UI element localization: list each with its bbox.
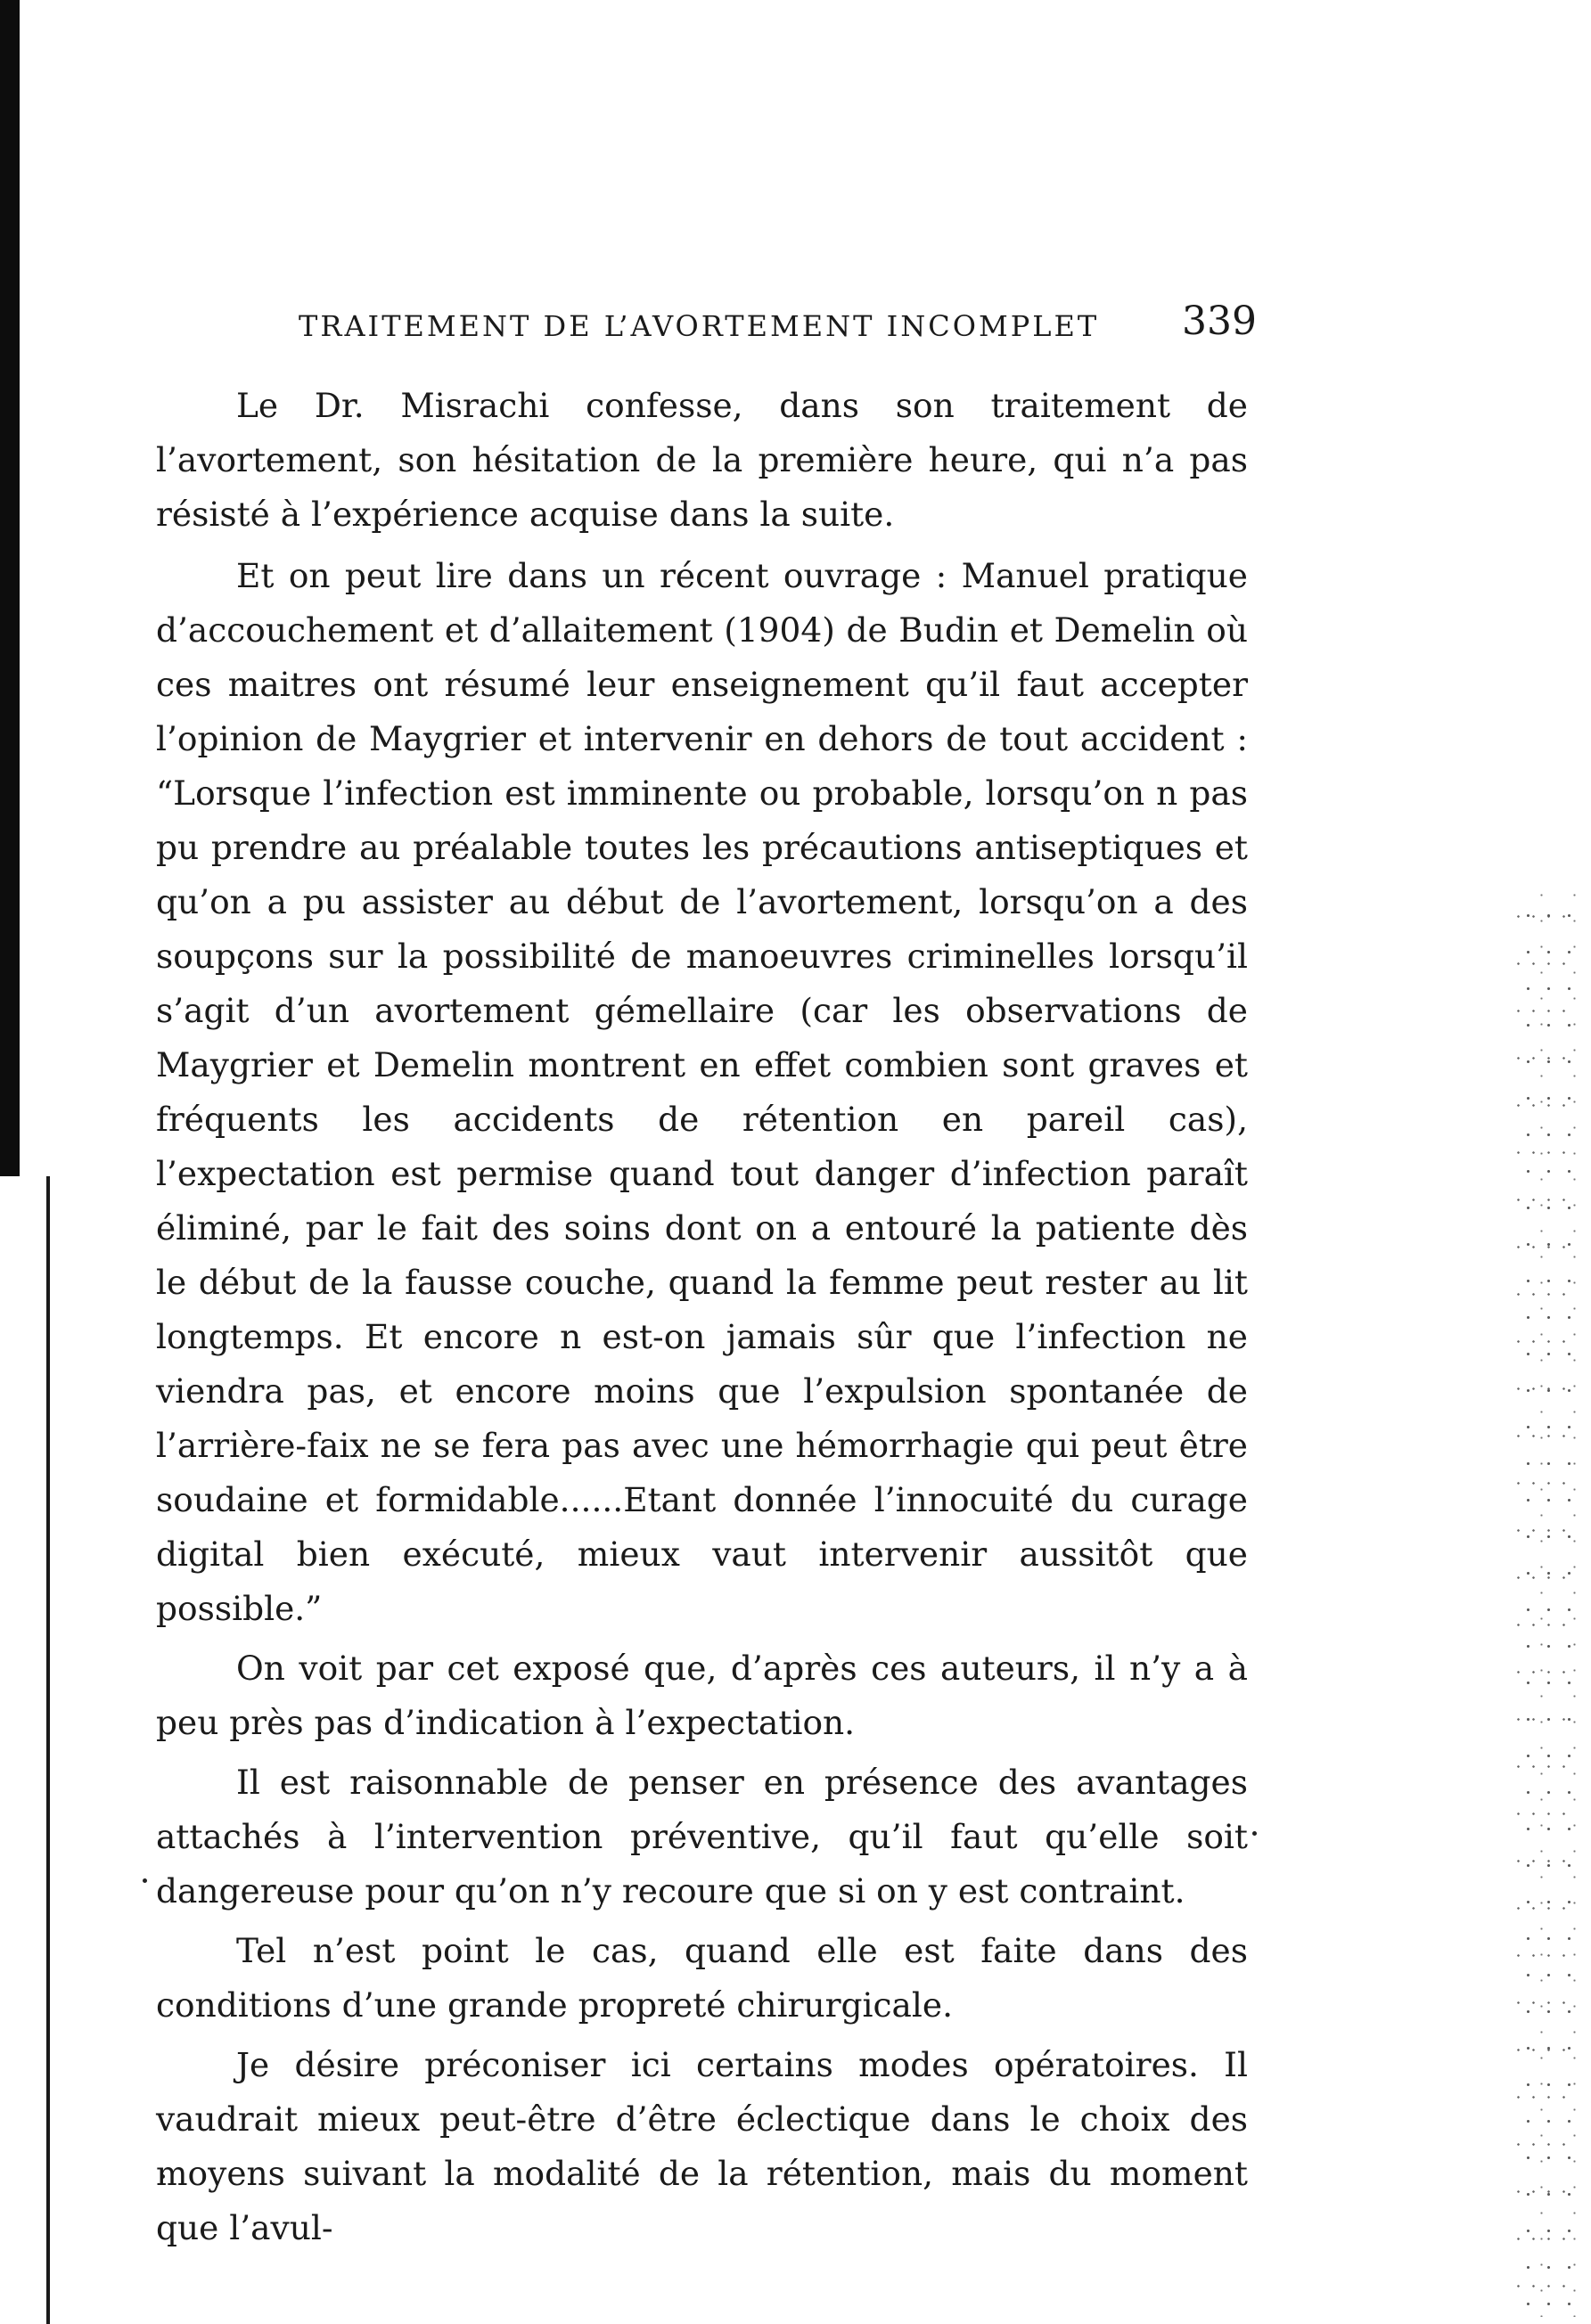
- paragraph: Et on peut lire dans un récent ouvrage : Manuel pratique d’accouchement et d’allaitement (1904) de Budin et Demelin où ces maitres ont résumé leur enseignement qu’il faut accepter l’opinion de Maygrier et intervenir en dehors de tout accident : “Lorsque l’infection est imminente ou probable, lorsqu’on n pas pu prendre au préalable toutes les précautions antiseptiques et qu’on a pu assister au début de l’avortement, lorsqu’on a des soupçons sur la possibilité de manoeuvres criminelles lorsqu’il s’agit d’un avortement gémellaire (car les observations de Maygrier et Demelin montrent en effet combien sont graves et fréquents les accidents de rétention en pareil cas), l’expectation est permise quand tout danger d’infection paraît éliminé, par le fait des soins dont on a entouré la patiente dès le début de la fausse couche, quand la femme peut rester au lit longtemps. Et encore n est-on jamais sûr que l’infection ne viendra pas, et encore moins que l’expulsion spontanée de l’arrière-faix ne se fera pas avec une hémorrhagie qui peut être soudaine et formidable......Etant donnée l’innocuité du curage digital bien exécuté, mieux vaut intervenir aussitôt que possible.”: [156, 556, 1248, 1628]
- page-number: 339: [1182, 299, 1257, 344]
- page-header: [299, 299, 1257, 348]
- paragraph: Le Dr. Misrachi confesse, dans son traitement de l’avortement, son hésitation de la première heure, qui n’a pas résisté à l’expérience acquise dans la suite.: [156, 386, 1248, 534]
- page-binding-line: [46, 1176, 50, 2324]
- scan-noise-specks: [1515, 891, 1578, 2317]
- scan-speck: [143, 1878, 147, 1883]
- paragraph: Il est raisonnable de penser en présence des avantages attachés à l’intervention préventive, qu’il faut qu’elle soit dangereuse pour qu’on n’y recoure que si on y est contraint.: [156, 1763, 1248, 1911]
- page-binding-edge: [0, 0, 20, 1176]
- paragraph: Tel n’est point le cas, quand elle est faite dans des conditions d’une grande propreté chirurgicale.: [156, 1931, 1248, 2025]
- running-head: TRAITEMENT DE L’AVORTEMENT INCOMPLET: [299, 309, 1100, 343]
- paragraph: Je désire préconiser ici certains modes opératoires. Il vaudrait mieux peut-être d’être éclectique dans le choix des moyens suivant la modalité de la rétention, mais du moment que l’avul-: [156, 2045, 1248, 2247]
- scan-speck: [1252, 1831, 1257, 1836]
- paragraph: On voit par cet exposé que, d’après ces auteurs, il n’y a à peu près pas d’indication à l’expectation.: [156, 1649, 1248, 1742]
- body-text: [156, 379, 1248, 2261]
